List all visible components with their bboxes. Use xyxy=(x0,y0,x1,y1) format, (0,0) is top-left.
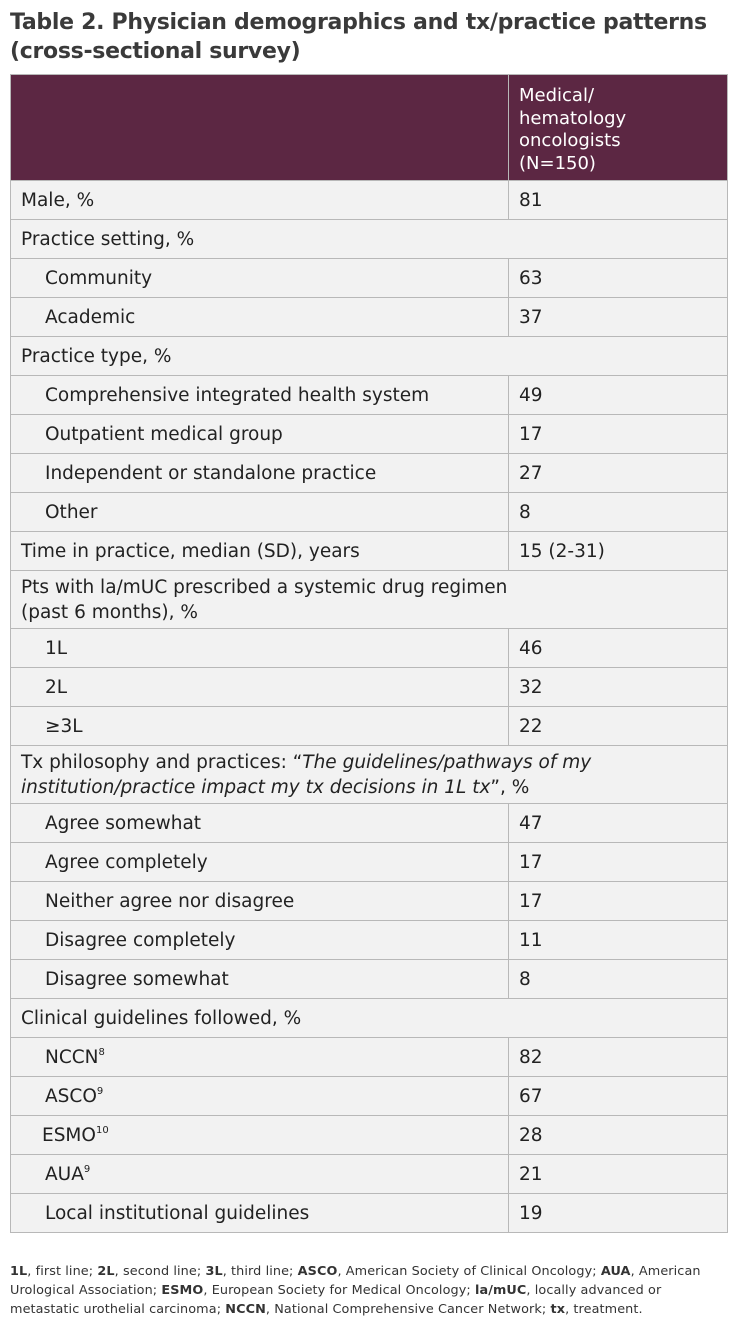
table-row xyxy=(11,415,728,454)
row-value: 81 xyxy=(509,181,728,220)
row-label: Community xyxy=(11,259,509,298)
row-label: Male, % xyxy=(11,181,509,220)
row-label: Academic xyxy=(11,298,509,337)
header-line: oncologists xyxy=(519,130,621,151)
abbr-term: AUA xyxy=(600,1264,631,1279)
header-line: (N=150) xyxy=(519,152,596,174)
tx-quote-line2: institution/practice impact my tx decisions in 1L tx xyxy=(21,776,491,798)
reference-superscript: 8 xyxy=(98,1046,105,1058)
row-value: 17 xyxy=(509,843,728,882)
abbr-term: ASCO xyxy=(297,1264,338,1279)
table-title xyxy=(10,8,730,66)
row-value: 49 xyxy=(509,376,728,415)
row-value: 28 xyxy=(509,1116,728,1155)
table-row xyxy=(11,181,728,220)
abbr-term: NCCN xyxy=(225,1302,266,1317)
table-title-line1: Table 2. Physician demographics and tx/practice patterns xyxy=(10,10,707,35)
abbr-definition: , second line; xyxy=(114,1264,206,1279)
reference-superscript: 10 xyxy=(95,1124,109,1136)
row-value: 22 xyxy=(509,707,728,746)
row-label: Agree somewhat xyxy=(11,804,509,843)
header-line: Medical/ xyxy=(519,85,595,106)
table-row xyxy=(11,843,728,882)
table-row xyxy=(11,1116,728,1155)
abbr-term: ESMO xyxy=(161,1283,204,1298)
row-value: 11 xyxy=(509,921,728,960)
table-row xyxy=(11,629,728,668)
header-group-cell xyxy=(509,75,728,181)
abbr-definition: , American Urological Association; xyxy=(10,1264,701,1298)
table-row xyxy=(11,532,728,571)
table-footnote xyxy=(10,1262,732,1319)
section-label-line: Pts with la/mUC prescribed a systemic drug regimen xyxy=(21,576,508,598)
row-label: 1L xyxy=(11,629,509,668)
abbr-definition: , third line; xyxy=(222,1264,298,1279)
row-label: Independent or standalone practice xyxy=(11,454,509,493)
tx-suffix: ”, % xyxy=(490,776,530,798)
table-row xyxy=(11,298,728,337)
row-value: 67 xyxy=(509,1077,728,1116)
section-row xyxy=(11,337,728,376)
abbr-term: la/mUC xyxy=(474,1283,527,1298)
abbr-term: tx xyxy=(550,1302,566,1317)
table-row xyxy=(11,668,728,707)
table-row xyxy=(11,921,728,960)
row-value: 21 xyxy=(509,1155,728,1194)
tx-quote-line1: The guidelines/pathways of my xyxy=(302,751,592,773)
section-row xyxy=(11,746,728,804)
table-row xyxy=(11,259,728,298)
row-value: 8 xyxy=(509,960,728,999)
abbr-term: 2L xyxy=(97,1264,115,1279)
section-row xyxy=(11,220,728,259)
label-text: AUA xyxy=(45,1163,84,1185)
table-row xyxy=(11,882,728,921)
row-value: 27 xyxy=(509,454,728,493)
row-label xyxy=(11,1077,509,1116)
section-label: Practice setting, % xyxy=(11,220,728,259)
abbr-definition: , locally advanced or metastatic urothelial carcinoma; xyxy=(10,1283,662,1317)
header-line: hematology xyxy=(519,107,627,129)
row-value: 37 xyxy=(509,298,728,337)
table-row xyxy=(11,707,728,746)
label-text: ASCO xyxy=(45,1085,97,1107)
row-label: Disagree somewhat xyxy=(11,960,509,999)
section-label: Practice type, % xyxy=(11,337,728,376)
label-text: NCCN xyxy=(45,1046,99,1068)
row-label: Neither agree nor disagree xyxy=(11,882,509,921)
table-row xyxy=(11,1077,728,1116)
row-value: 82 xyxy=(509,1038,728,1077)
row-value: 17 xyxy=(509,415,728,454)
row-label xyxy=(11,1038,509,1077)
section-row xyxy=(11,571,728,629)
reference-superscript: 9 xyxy=(83,1163,91,1175)
abbr-term: 3L xyxy=(205,1264,223,1279)
table-row xyxy=(11,1194,728,1233)
row-label: Outpatient medical group xyxy=(11,415,509,454)
table-row xyxy=(11,376,728,415)
section-label xyxy=(11,746,728,804)
row-value: 8 xyxy=(509,493,728,532)
abbr-definition: , European Society for Medical Oncology; xyxy=(203,1283,475,1298)
row-label: 2L xyxy=(11,668,509,707)
row-label: Agree completely xyxy=(11,843,509,882)
abbr-term: 1L xyxy=(10,1264,28,1279)
row-value: 17 xyxy=(509,882,728,921)
tx-prefix: Tx philosophy and practices: “ xyxy=(21,751,303,773)
table-row xyxy=(11,804,728,843)
section-row xyxy=(11,999,728,1038)
row-label: Other xyxy=(11,493,509,532)
abbr-definition: , National Comprehensive Cancer Network; xyxy=(265,1302,551,1317)
abbr-definition: , first line; xyxy=(27,1264,98,1279)
table-row xyxy=(11,1038,728,1077)
header-row xyxy=(11,75,728,181)
row-label: Comprehensive integrated health system xyxy=(11,376,509,415)
row-value: 46 xyxy=(509,629,728,668)
row-label: Local institutional guidelines xyxy=(11,1194,509,1233)
table-row xyxy=(11,493,728,532)
row-value: 15 (2-31) xyxy=(509,532,728,571)
section-label xyxy=(11,571,728,629)
section-label: Clinical guidelines followed, % xyxy=(11,999,728,1038)
table-title-line2: (cross-sectional survey) xyxy=(10,39,301,64)
section-label-line xyxy=(21,775,717,800)
table-row xyxy=(11,1155,728,1194)
row-label: ≥3L xyxy=(11,707,509,746)
row-value: 19 xyxy=(509,1194,728,1233)
section-label-line xyxy=(21,750,717,775)
header-empty-cell xyxy=(11,75,509,181)
demographics-table xyxy=(10,74,728,1233)
row-value: 63 xyxy=(509,259,728,298)
abbr-definition: , treatment. xyxy=(565,1302,643,1317)
reference-superscript: 9 xyxy=(96,1085,104,1097)
row-value: 32 xyxy=(509,668,728,707)
row-label: Time in practice, median (SD), years xyxy=(11,532,509,571)
table-row xyxy=(11,454,728,493)
row-label xyxy=(11,1155,509,1194)
section-label-line: (past 6 months), % xyxy=(21,601,198,623)
row-label: Disagree completely xyxy=(11,921,509,960)
table-row xyxy=(11,960,728,999)
row-label xyxy=(11,1116,509,1155)
label-text: ESMO xyxy=(42,1124,96,1146)
abbr-definition: , American Society of Clinical Oncology; xyxy=(337,1264,601,1279)
row-value: 47 xyxy=(509,804,728,843)
